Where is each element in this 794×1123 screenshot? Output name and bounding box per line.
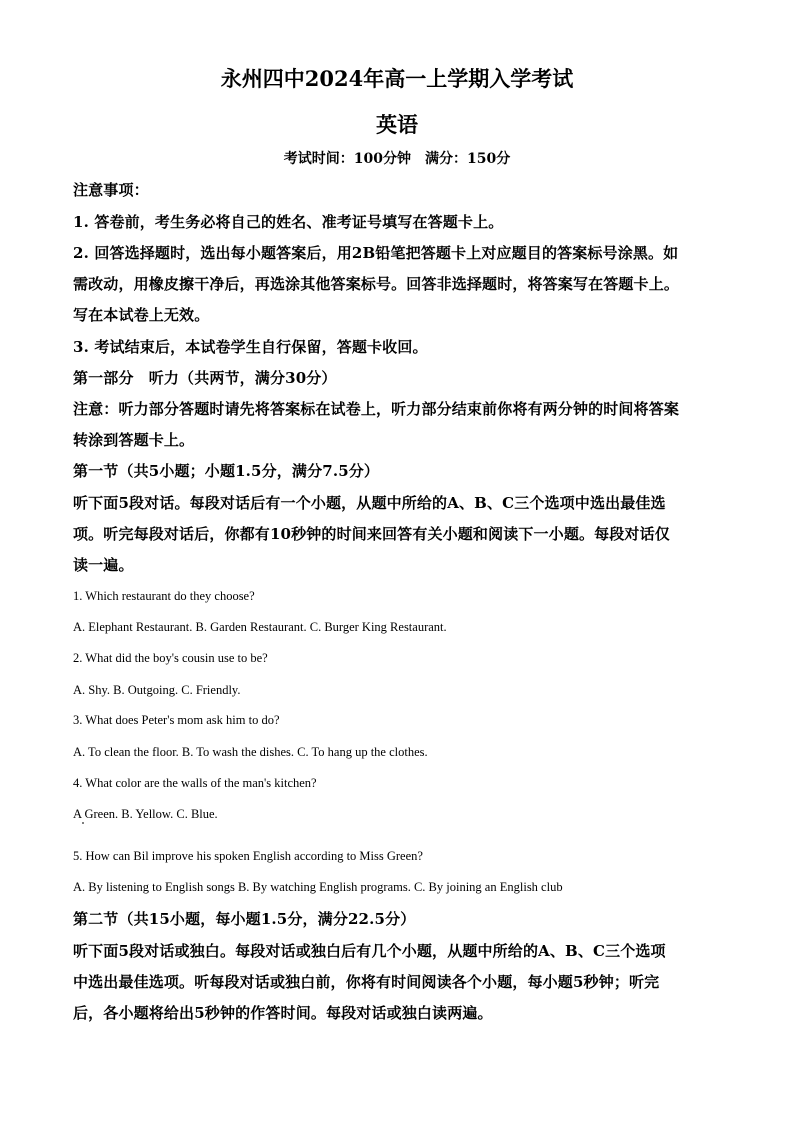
notice-item-3: 3. 考试结束后，本试卷学生自行保留，答题卡收回。 [73,338,428,356]
question-2-options: A. Shy. B. Outgoing. C. Friendly. [73,683,241,697]
question-5: 5. How can Bil improve his spoken English according to Miss Green? [73,849,423,863]
question-3-options: A. To clean the floor. B. To wash the dishes. C. To hang up the clothes. [73,745,428,759]
section2-instruction-line-3: 后，各小题将给出5秒钟的作答时间。每段对话或独白读两遍。 [73,1004,493,1022]
part1-note-line-2: 转涂到答题卡上。 [73,431,195,449]
question-1: 1. Which restaurant do they choose? [73,589,255,603]
question-3: 3. What does Peter's mom ask him to do? [73,713,280,727]
exam-info: 考试时间：100分钟 满分：150分 [283,151,511,167]
notice-item-1: 1. 答卷前，考生务必将自己的姓名、准考证号填写在答题卡上。 [73,213,504,231]
section2-heading: 第二节（共15小题，每小题1.5分，满分22.5分） [73,910,416,928]
notice-item-2-line-1: 2. 回答选择题时，选出每小题答案后，用2B铅笔把答题卡上对应题目的答案标号涂黑。如 [73,244,679,262]
question-5-options: A. By listening to English songs B. By watching English programs. C. By joining an English club [73,880,563,894]
section1-instruction-line-3: 读一遍。 [73,556,134,574]
section2-instruction-line-1: 听下面5段对话或独白。每段对话或独白后有几个小题，从题中所给的A、B、C三个选项 [73,942,666,960]
question-4: 4. What color are the walls of the man's kitchen? [73,776,317,790]
question-2: 2. What did the boy's cousin use to be? [73,651,268,665]
notice-heading: 注意事项： [73,181,149,199]
subject-title: 英语 [376,112,418,137]
question-4-options: A Green. B. Yellow. C. Blue. [73,807,218,821]
part1-heading: 第一部分 听力（共两节，满分30分） [73,369,337,387]
section1-instruction-line-2: 项。听完每段对话后，你都有10秒钟的时间来回答有关小题和阅读下一小题。每段对话仅 [73,525,670,543]
section1-instruction-line-1: 听下面5段对话。每段对话后有一个小题，从题中所给的A、B、C三个选项中选出最佳选 [73,494,666,512]
part1-note-line-1: 注意：听力部分答题时请先将答案标在试卷上，听力部分结束前你将有两分钟的时间将答案 [73,400,680,418]
exam-title: 永州四中2024年高一上学期入学考试 [220,66,574,91]
stray-dot-mark [82,822,84,824]
section1-heading: 第一节（共5小题；小题1.5分，满分7.5分） [73,462,380,480]
notice-item-2-line-2: 需改动，用橡皮擦干净后，再选涂其他答案标号。回答非选择题时，将答案写在答题卡上。 [73,275,680,293]
question-1-options: A. Elephant Restaurant. B. Garden Restaurant. C. Burger King Restaurant. [73,620,447,634]
section2-instruction-line-2: 中选出最佳选项。听每段对话或独白前，你将有时间阅读各个小题，每小题5秒钟；听完 [73,973,660,991]
notice-item-2-line-3: 写在本试卷上无效。 [73,306,210,324]
